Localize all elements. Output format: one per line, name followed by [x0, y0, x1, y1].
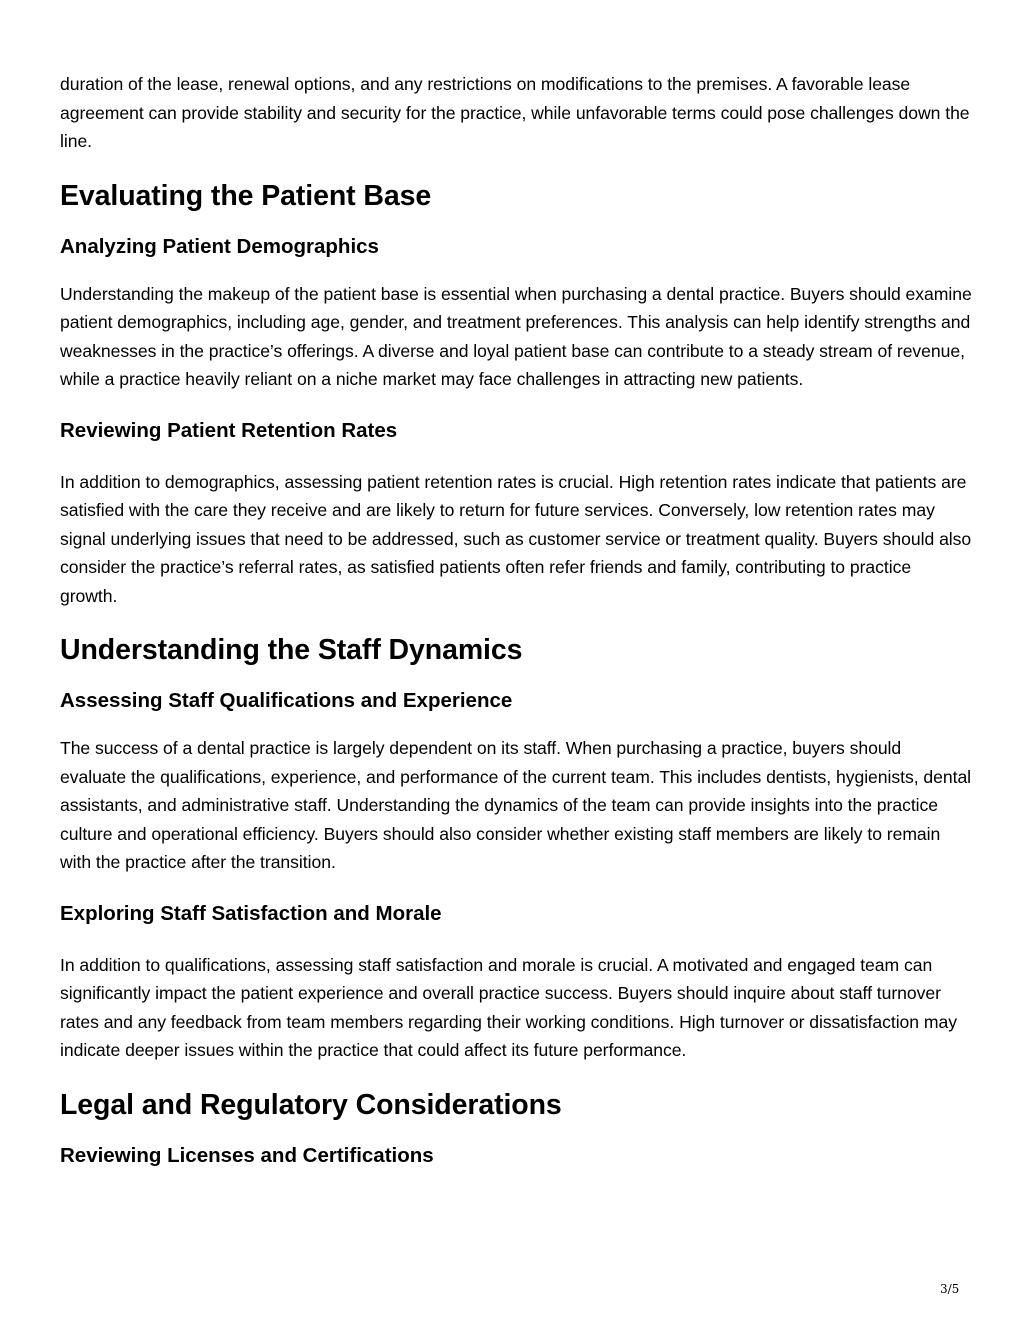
subheading-patient-demographics: Analyzing Patient Demographics — [60, 234, 379, 258]
lease-continuation-paragraph: duration of the lease, renewal options, and any restrictions on modifications to the premises. A favorable lease agreement can provide stability and security for the practice, while unfavorable terms could pose challenges down the line. — [60, 74, 970, 151]
page-number: 3/5 — [940, 1282, 960, 1296]
document-body — [60, 70, 972, 1169]
heading-legal-regulatory: Legal and Regulatory Considerations — [60, 1088, 562, 1121]
subheading-licenses-certifications: Reviewing Licenses and Certifications — [60, 1143, 434, 1167]
patient-demographics-paragraph: Understanding the makeup of the patient base is essential when purchasing a dental practice. Buyers should examine patient demographics, including age, gender, and treatment preferences. This analysis can help identify strengths and weaknesses in the practice’s offerings. A diverse and loyal patient base can contribute to a steady stream of revenue, while a practice heavily reliant on a niche market may face challenges in attracting new patients. — [60, 283, 972, 389]
subheading-patient-retention: Reviewing Patient Retention Rates — [60, 418, 398, 442]
heading-evaluating-patient-base: Evaluating the Patient Base — [60, 179, 432, 212]
staff-satisfaction-paragraph: In addition to qualifications, assessing staff satisfaction and morale is crucial. A motivated and engaged team can significantly impact the patient experience and overall practice success. Buyers should inquire about staff turnover rates and any feedback from team members regarding their working conditions. High turnover or dissatisfaction may indicate deeper issues within the practice that could affect its future performance. — [60, 954, 957, 1060]
staff-qualifications-paragraph: The success of a dental practice is largely dependent on its staff. When purchasing a practice, buyers should evaluate the qualifications, experience, and performance of the current team. This includes dentists, hygienists, dental assistants, and administrative staff. Understanding the dynamics of the team can provide insights into the practice culture and operational efficiency. Buyers should also consider whether existing staff members are likely to remain with the practice after the transition. — [60, 738, 972, 872]
patient-retention-paragraph: In addition to demographics, assessing patient retention rates is crucial. High retention rates indicate that patients are satisfied with the care they receive and are likely to return for future services. Conversely, low retention rates may signal underlying issues that need to be addressed, such as customer service or treatment quality. Buyers should also consider the practice’s referral rates, as satisfied patients often refer friends and family, contributing to practice growth. — [60, 471, 972, 606]
subheading-staff-qualifications: Assessing Staff Qualifications and Experience — [60, 689, 513, 712]
heading-staff-dynamics: Understanding the Staff Dynamics — [60, 634, 523, 666]
subheading-staff-satisfaction: Exploring Staff Satisfaction and Morale — [60, 901, 442, 925]
